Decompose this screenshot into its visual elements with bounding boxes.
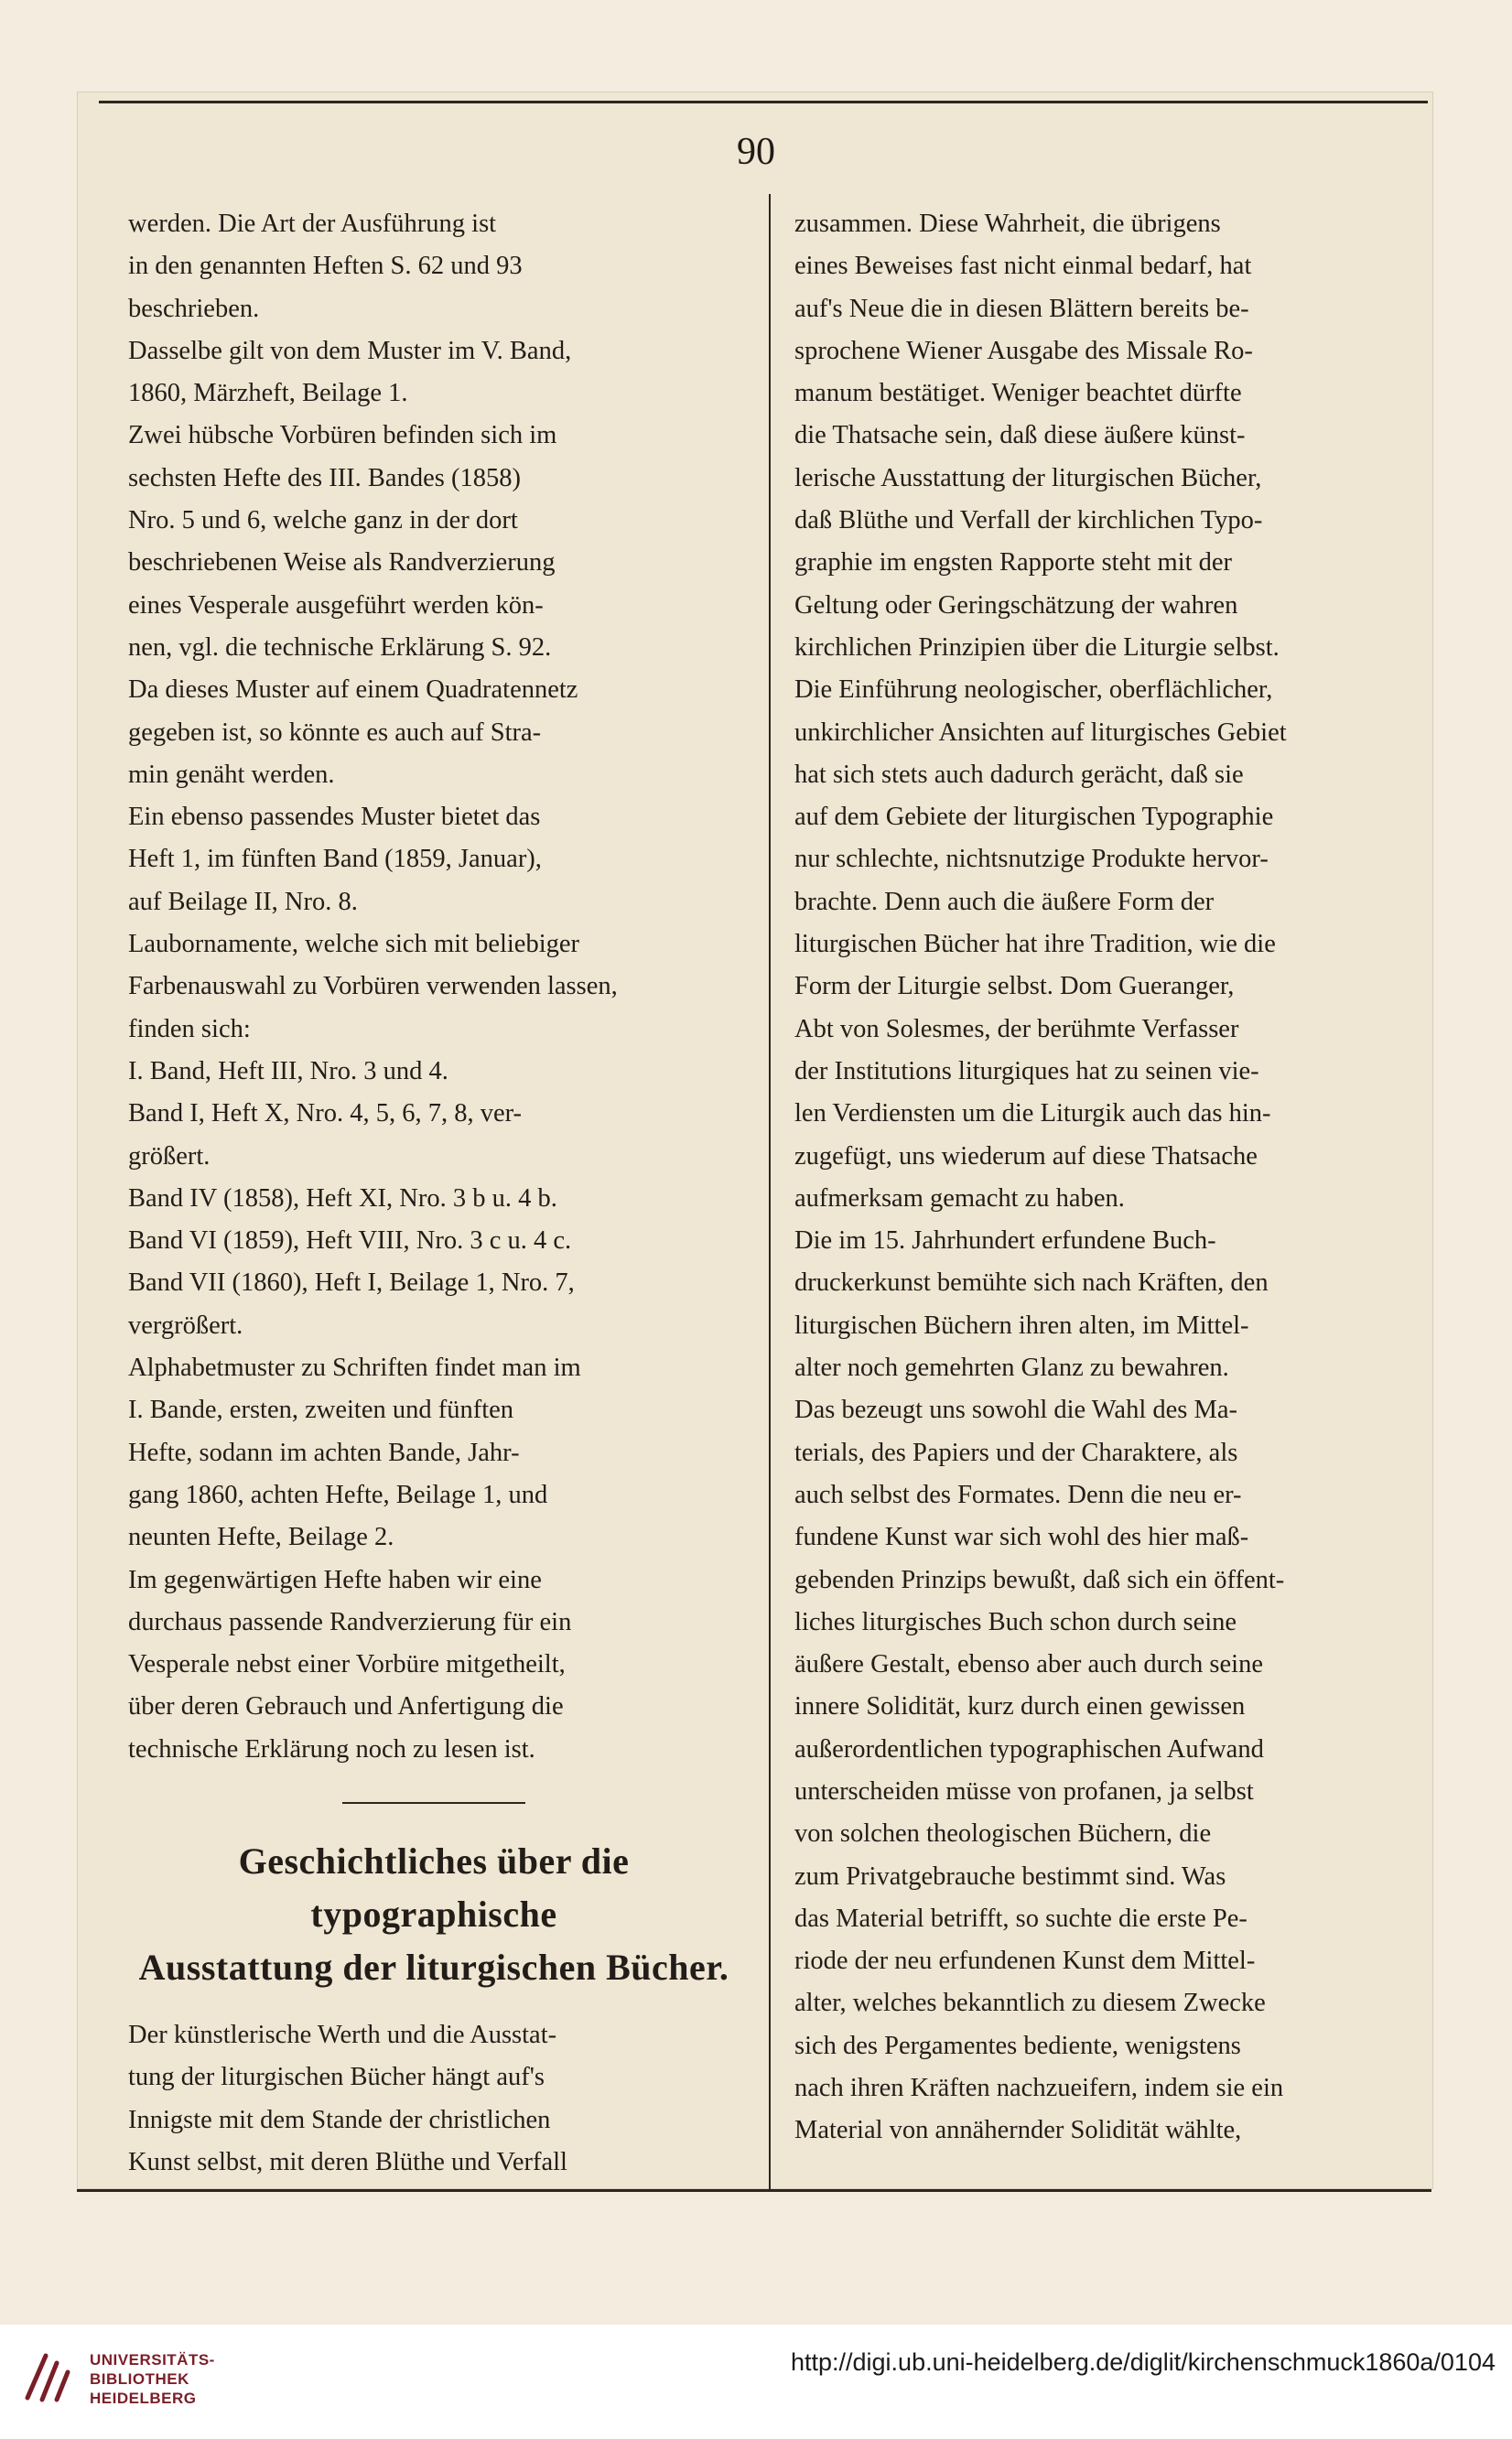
text-line: Da dieses Muster auf einem Quadratennetz bbox=[128, 675, 578, 705]
text-line: technische Erklärung noch zu lesen ist. bbox=[128, 1734, 535, 1764]
text-line: liches liturgisches Buch schon durch seine bbox=[794, 1607, 1237, 1636]
list-item bbox=[128, 1051, 740, 1093]
text-line: aufmerksam gemacht zu haben. bbox=[794, 1183, 1125, 1213]
right-paragraph-2 bbox=[794, 1220, 1399, 2153]
text-line: eines Vesperale ausgeführt werden kön- bbox=[128, 590, 544, 620]
text-line: Vesperale nebst einer Vorbüre mitgetheilt, bbox=[128, 1650, 566, 1679]
left-paragraph-2 bbox=[128, 330, 740, 415]
text-line: vergrößert. bbox=[128, 1311, 243, 1340]
text-line: neunten Hefte, Beilage 2. bbox=[128, 1523, 394, 1552]
text-line: Form der Liturgie selbst. Dom Gueranger, bbox=[794, 972, 1235, 1001]
text-line: fundene Kunst war sich wohl des hier maß- bbox=[794, 1523, 1249, 1552]
text-line: brachte. Denn auch die äußere Form der bbox=[794, 887, 1215, 916]
left-paragraph-6 bbox=[128, 923, 740, 1051]
text-line: gang 1860, achten Hefte, Beilage 1, und bbox=[128, 1480, 548, 1509]
text-line: durchaus passende Randverzierung für ein bbox=[128, 1607, 572, 1636]
text-line: auf Beilage II, Nro. 8. bbox=[128, 887, 358, 916]
text-line: terials, des Papiers und der Charaktere, als bbox=[794, 1438, 1238, 1467]
text-line: zum Privatgebrauche bestimmt sind. Was bbox=[794, 1862, 1226, 1891]
text-line: gegeben ist, so könnte es auch auf Stra- bbox=[128, 718, 542, 747]
logo-line: HEIDELBERG bbox=[90, 2390, 197, 2407]
text-line: Geltung oder Geringschätzung der wahren bbox=[794, 590, 1238, 620]
text-line: von solchen theologischen Büchern, die bbox=[794, 1819, 1212, 1849]
logo-line: BIBLIOTHEK bbox=[90, 2370, 189, 2388]
text-line: außerordentlichen typographischen Aufwand bbox=[794, 1734, 1264, 1764]
text-line: len Verdiensten um die Liturgik auch das hin- bbox=[794, 1099, 1271, 1128]
text-line: sich des Pergamentes bediente, wenigstens bbox=[794, 2031, 1241, 2060]
text-line: beschrieben. bbox=[128, 294, 260, 323]
text-line: größert. bbox=[128, 1141, 211, 1171]
left-paragraph-closing bbox=[128, 2014, 740, 2184]
logo-line: UNIVERSITÄTS- bbox=[90, 2351, 215, 2369]
text-line: beschriebenen Weise als Randverzierung bbox=[128, 548, 556, 577]
text-line: nen, vgl. die technische Erklärung S. 92. bbox=[128, 632, 552, 662]
text-line: druckerkunst bemühte sich nach Kräften, den bbox=[794, 1268, 1269, 1298]
list-item bbox=[128, 1220, 740, 1262]
heading-line: Geschichtliches über die typographische bbox=[238, 1840, 630, 1935]
column-divider bbox=[769, 194, 771, 2189]
text-line: Band I, Heft X, Nro. 4, 5, 6, 7, 8, ver- bbox=[128, 1099, 523, 1128]
text-line: Nro. 5 und 6, welche ganz in der dort bbox=[128, 506, 518, 535]
text-line: eines Beweises fast nicht einmal bedarf, hat bbox=[794, 252, 1252, 281]
text-line: liturgischen Bücher hat ihre Tradition, wie die bbox=[794, 930, 1276, 959]
text-line: alter, welches bekanntlich zu diesem Zwecke bbox=[794, 1989, 1266, 2018]
left-paragraph-3 bbox=[128, 415, 740, 669]
text-line: der Institutions liturgiques hat zu seinen vie- bbox=[794, 1056, 1259, 1085]
text-line: hat sich stets auch dadurch gerächt, daß sie bbox=[794, 760, 1244, 789]
list-item bbox=[128, 1262, 740, 1347]
text-line: Die im 15. Jahrhundert erfundene Buch- bbox=[794, 1226, 1216, 1256]
page-number: 90 bbox=[737, 131, 775, 173]
text-line: riode der neu erfundenen Kunst dem Mittel- bbox=[794, 1947, 1256, 1976]
list-item bbox=[128, 1093, 740, 1178]
text-line: Kunst selbst, mit deren Blüthe und Verfall bbox=[128, 2147, 567, 2176]
text-line: Band IV (1858), Heft XI, Nro. 3 b u. 4 b. bbox=[128, 1183, 557, 1213]
text-line: Alphabetmuster zu Schriften findet man im bbox=[128, 1354, 581, 1383]
text-line: auf dem Gebiete der liturgischen Typographie bbox=[794, 803, 1274, 832]
text-line: Dasselbe gilt von dem Muster im V. Band, bbox=[128, 336, 572, 365]
left-paragraph-alphabet bbox=[128, 1347, 740, 1559]
footer-bar bbox=[0, 2325, 1512, 2439]
text-line: Band VII (1860), Heft I, Beilage 1, Nro. 7, bbox=[128, 1268, 575, 1298]
text-line: zugefügt, uns wiederum auf diese Thatsache bbox=[794, 1141, 1258, 1171]
section-heading bbox=[128, 1835, 740, 1994]
text-line: das Material betrifft, so suchte die erste Pe- bbox=[794, 1904, 1247, 1933]
text-line: finden sich: bbox=[128, 1014, 251, 1043]
text-line: Heft 1, im fünften Band (1859, Januar), bbox=[128, 845, 542, 874]
text-line: unterscheiden müsse von profanen, ja selbst bbox=[794, 1776, 1254, 1806]
text-line: alter noch gemehrten Glanz zu bewahren. bbox=[794, 1354, 1229, 1383]
text-line: Ein ebenso passendes Muster bietet das bbox=[128, 803, 541, 832]
right-column bbox=[794, 203, 1399, 2153]
list-item bbox=[128, 1178, 740, 1220]
left-paragraph-5 bbox=[128, 796, 740, 923]
text-line: Abt von Solesmes, der berühmte Verfasser bbox=[794, 1014, 1239, 1043]
text-line: innere Solidität, kurz durch einen gewissen bbox=[794, 1692, 1246, 1721]
left-paragraph-1 bbox=[128, 203, 740, 330]
text-line: äußere Gestalt, ebenso aber auch durch seine bbox=[794, 1650, 1263, 1679]
text-line: min genäht werden. bbox=[128, 760, 335, 789]
text-line: Das bezeugt uns sowohl die Wahl des Ma- bbox=[794, 1396, 1237, 1425]
text-line: Farbenauswahl zu Vorbüren verwenden lassen, bbox=[128, 972, 618, 1001]
text-line: Band VI (1859), Heft VIII, Nro. 3 c u. 4 c. bbox=[128, 1226, 572, 1256]
text-line: werden. Die Art der Ausführung ist bbox=[128, 210, 497, 238]
right-paragraph-1 bbox=[794, 203, 1399, 1220]
text-line: Zwei hübsche Vorbüren befinden sich im bbox=[128, 421, 557, 450]
text-line: die Thatsache sein, daß diese äußere künst- bbox=[794, 421, 1246, 450]
text-line: graphie im engsten Rapporte steht mit der bbox=[794, 548, 1233, 577]
text-line: Material von annähernder Solidität wählte, bbox=[794, 2116, 1242, 2145]
text-line: tung der liturgischen Bücher hängt auf's bbox=[128, 2063, 545, 2092]
text-line: in den genannten Heften S. 62 und 93 bbox=[128, 252, 523, 281]
text-line: unkirchlicher Ansichten auf liturgisches Gebiet bbox=[794, 718, 1287, 747]
text-line: Die Einführung neologischer, oberflächlicher, bbox=[794, 675, 1273, 705]
text-line: zusammen. Diese Wahrheit, die übrigens bbox=[794, 210, 1221, 238]
text-line: Laubornamente, welche sich mit beliebiger bbox=[128, 930, 580, 959]
text-line: 1860, Märzheft, Beilage 1. bbox=[128, 379, 408, 408]
text-line: daß Blüthe und Verfall der kirchlichen Typo- bbox=[794, 506, 1263, 535]
top-rule bbox=[99, 101, 1428, 103]
left-paragraph-present bbox=[128, 1559, 740, 1771]
text-line: auf's Neue die in diesen Blättern bereits be- bbox=[794, 294, 1249, 323]
text-line: kirchlichen Prinzipien über die Liturgie selbst. bbox=[794, 632, 1280, 662]
text-line: auch selbst des Formates. Denn die neu er- bbox=[794, 1480, 1242, 1509]
text-line: sprochene Wiener Ausgabe des Missale Ro- bbox=[794, 336, 1253, 365]
heading-line: Ausstattung der liturgischen Bücher. bbox=[138, 1946, 729, 1988]
left-paragraph-4 bbox=[128, 669, 740, 796]
text-line: Der künstlerische Werth und die Ausstat- bbox=[128, 2020, 557, 2049]
text-line: liturgischen Büchern ihren alten, im Mittel- bbox=[794, 1311, 1249, 1340]
university-logo-icon bbox=[15, 2348, 77, 2411]
text-line: nur schlechte, nichtsnutzige Produkte hervor- bbox=[794, 845, 1269, 874]
bottom-rule bbox=[77, 2189, 1431, 2192]
left-column bbox=[128, 203, 740, 2184]
text-line: gebenden Prinzips bewußt, daß sich ein öffent- bbox=[794, 1565, 1285, 1594]
text-line: I. Bande, ersten, zweiten und fünften bbox=[128, 1396, 514, 1425]
text-line: Innigste mit dem Stande der christlichen bbox=[128, 2105, 551, 2134]
text-line: Im gegenwärtigen Hefte haben wir eine bbox=[128, 1565, 542, 1594]
text-line: über deren Gebrauch und Anfertigung die bbox=[128, 1692, 564, 1721]
text-line: lerische Ausstattung der liturgischen Bücher, bbox=[794, 463, 1262, 492]
library-name bbox=[90, 2350, 215, 2408]
text-line: sechsten Hefte des III. Bandes (1858) bbox=[128, 463, 521, 492]
section-separator bbox=[342, 1802, 525, 1804]
text-line: I. Band, Heft III, Nro. 3 und 4. bbox=[128, 1056, 448, 1085]
text-line: nach ihren Kräften nachzueifern, indem sie ein bbox=[794, 2074, 1284, 2103]
text-line: Hefte, sodann im achten Bande, Jahr- bbox=[128, 1438, 520, 1467]
text-line: manum bestätiget. Weniger beachtet dürfte bbox=[794, 379, 1242, 408]
source-url-link[interactable]: http://digi.ub.uni-heidelberg.de/diglit/kirchenschmuck1860a/0104 bbox=[790, 2348, 1496, 2376]
